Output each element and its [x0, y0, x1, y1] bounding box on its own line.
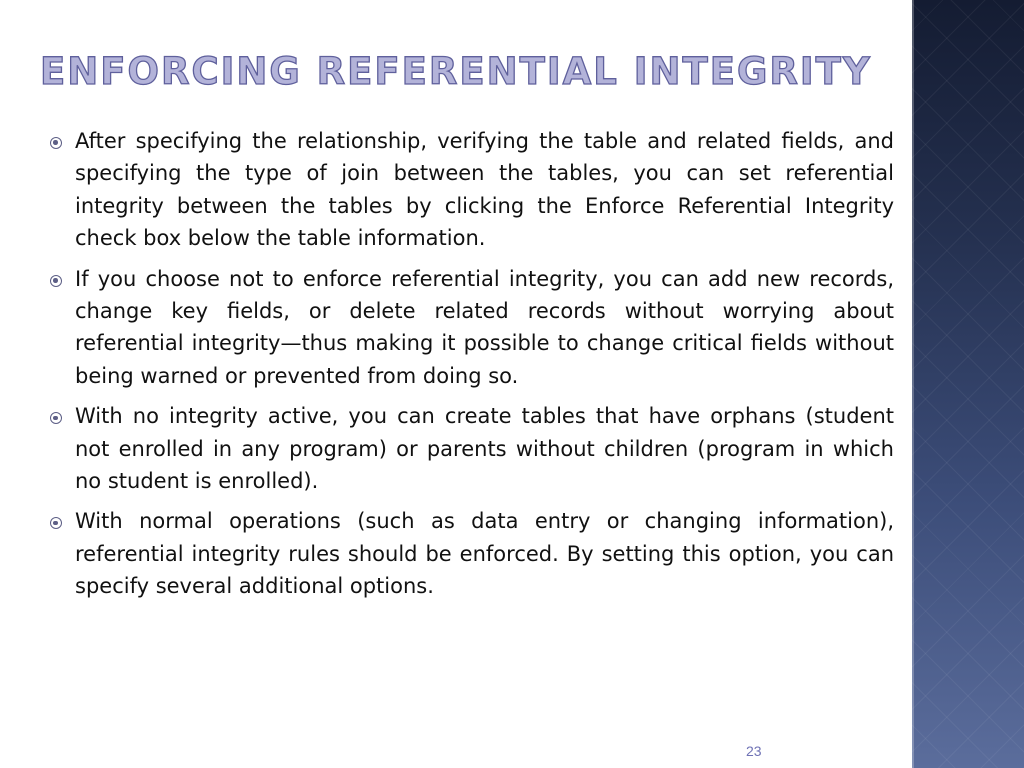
- bullet-item: [44, 505, 894, 602]
- circle-dot-bullet-icon: [50, 412, 62, 424]
- bullet-item: [44, 263, 894, 393]
- circle-dot-bullet-icon: [50, 517, 62, 529]
- circle-dot-bullet-icon: [50, 275, 62, 287]
- bullet-text: After specifying the relationship, verifying the table and related fields, and specifying the type of join between the tables, you can set referential integrity between the tables by clicking the Enforce Referential Integrity check box below the table information.: [75, 129, 894, 251]
- bullet-item: [44, 400, 894, 497]
- page-number: 23: [746, 743, 762, 759]
- bullet-text: With no integrity active, you can create tables that have orphans (student not enrolled in any program) or parents without children (program in which no student is enrolled).: [75, 404, 894, 494]
- bullet-text: With normal operations (such as data entry or changing information), referential integrity rules should be enforced. By setting this option, you can specify several additional options.: [75, 509, 894, 599]
- bullet-text: If you choose not to enforce referential integrity, you can add new records, change key fields, or delete related records without worrying about referential integrity—thus making it possible to change critical fields without being warned or prevented from doing so.: [75, 266, 894, 388]
- bullet-list: [44, 125, 894, 611]
- bullet-item: [44, 125, 894, 255]
- decorative-side-panel: [912, 0, 1024, 768]
- circle-dot-bullet-icon: [50, 137, 62, 149]
- slide-title: ENFORCING REFERENTIAL INTEGRITY: [40, 50, 872, 93]
